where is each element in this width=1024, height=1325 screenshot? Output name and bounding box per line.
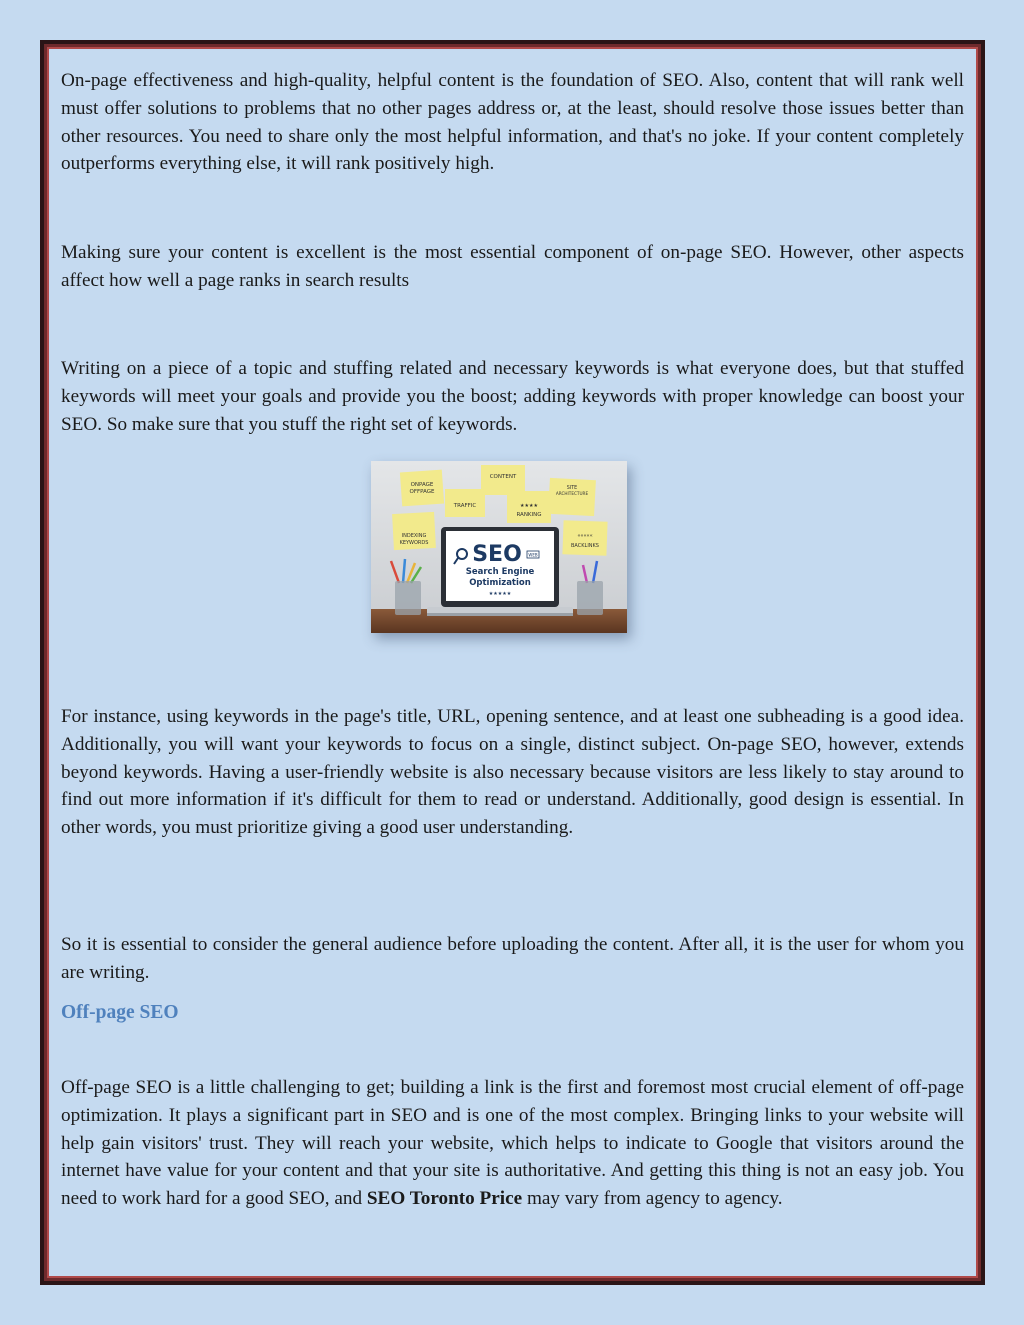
paragraph-onpage-effectiveness: On-page effectiveness and high-quality, helpful content is the foundation of SEO. Also, content that will rank well must offer solutions to problems that no other pages address or, at the least, should resolve those issues better than other resources. You need to share only the most helpful information, and that's no joke. If your content completely outperforms everything else, it will rank positively high. (61, 70, 964, 175)
svg-text:★★★★★: ★★★★★ (488, 591, 512, 597)
paragraph-keyword-placement: For instance, using keywords in the page's title, URL, opening sentence, and at least one subheading is a good idea. Additionally, you will want your keywords to focus on a single, distinct subject. On-page SEO, however, extends beyond keywords. Having a user-friendly website is also necessary because visitors are less likely to stay around to find out more information if it's difficult for them to read or understand. Additionally, good design is essential. In other words, you must prioritize giving a good user understanding. (61, 706, 964, 839)
svg-text:«««««: ««««« (577, 533, 593, 539)
screen-line2-text: Optimization (469, 578, 531, 588)
paragraph-offpage-text-end: may vary from agency to agency. (522, 1188, 783, 1210)
note-traffic-text: TRAFFIC (453, 503, 477, 509)
paragraph-audience: So it is essential to consider the general audience before uploading the content. After all, it is the user for whom you are writing. (61, 934, 964, 983)
note-offpage-text: OFFPAGE (409, 489, 435, 495)
sticky-note-indexing-keywords (392, 512, 436, 550)
svg-text:★★★★: ★★★★ (520, 503, 538, 509)
sticky-note-backlinks (562, 520, 607, 556)
screen-web-text: WEB (528, 552, 538, 558)
paragraph-offpage-text: Off-page SEO is a little challenging to get; building a link is the first and foremost most crucial element of off-page optimization. It plays a significant part in SEO and is one of the most complex. Bringing links to your website will help gain visitors' trust. They will reach your website, which helps to indicate to Google that visitors around the internet have value for your content and that your site is authoritative. And getting this thing is not an easy job. You need to work hard for a good SEO, and (61, 1077, 964, 1210)
sticky-note-ranking (507, 491, 551, 523)
page-frame (40, 40, 985, 1285)
document-content (49, 49, 976, 1276)
page-frame-border (44, 44, 981, 1281)
heading-offpage-seo: Off-page SEO (61, 1002, 179, 1023)
paragraph-keyword-stuffing: Writing on a piece of a topic and stuffing related and necessary keywords is what everyone does, but that stuffed keywords will meet your goals and provide you the boost; adding keywords with proper knowledge can boost your SEO. So make sure that you stuff the right set of keywords. (61, 358, 964, 435)
screen-seo-text: SEO (472, 542, 522, 567)
note-ranking-text: RANKING (516, 512, 542, 518)
seo-toronto-price-keyword: SEO Toronto Price (366, 1188, 523, 1210)
seo-illustration (371, 461, 627, 633)
note-architecture-text: ARCHITECTURE (555, 491, 589, 496)
page-frame-inner-border (47, 47, 978, 1278)
note-site-text: SITE (566, 486, 578, 491)
note-backlinks-text: BACKLINKS (571, 543, 599, 549)
sticky-note-site-architecture (548, 478, 596, 516)
note-onpage-text: ONPAGE (410, 482, 434, 488)
sticky-note-traffic (445, 489, 485, 517)
sticky-note-content (481, 465, 525, 495)
paragraph-content-excellence: Making sure your content is excellent is the most essential component of on-page SEO. However, other aspects affect how well a page ranks in search results (61, 242, 964, 291)
sticky-note-onpage (400, 470, 444, 507)
note-content-text: CONTENT (489, 474, 517, 480)
note-indexing-text: INDEXING (401, 533, 427, 539)
paragraph-offpage-seo (61, 1074, 964, 1213)
screen-line1-text: Search Engine (465, 567, 535, 577)
note-keywords-text: KEYWORDS (399, 540, 429, 546)
